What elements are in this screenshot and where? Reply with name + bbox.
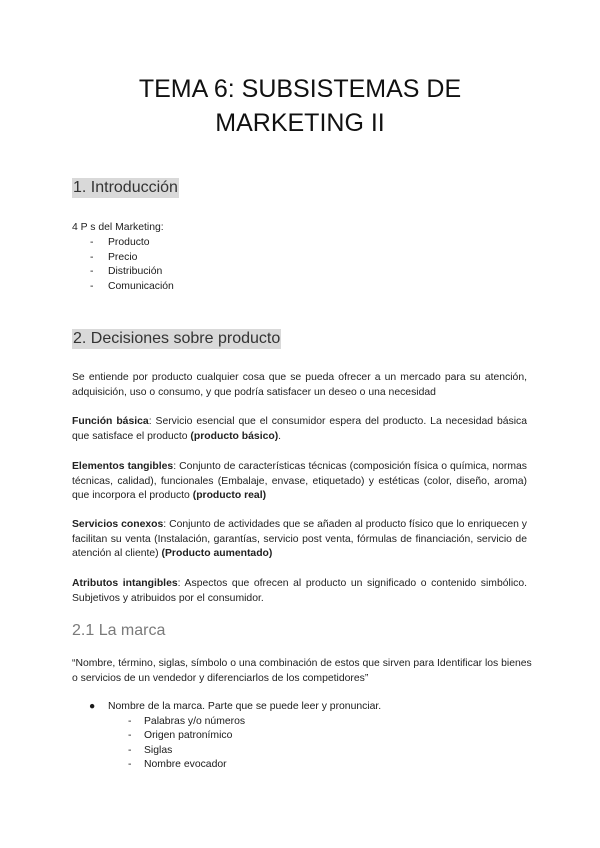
elementos-tangibles-paragraph: Elementos tangibles: Conjunto de características técnicas (composición física o química, normas técnicas, calidad), funcionales (Embalaje, envase, etiquetado) y estéticas (color, diseño, aroma) que incorpora el producto (producto real)	[72, 461, 528, 502]
list-item: - Siglas	[128, 744, 173, 756]
section-1-list	[72, 236, 174, 294]
funcion-basica-paragraph: Función básica: Servicio esencial que el consumidor espera del producto. La necesidad básica que satisface el producto (producto básico).	[72, 416, 527, 442]
marca-quote: “Nombre, término, siglas, símbolo o una combinación de estos que sirven para Identificar los bienes o servicios de un vendedor y diferenciarlos de los competidores”	[72, 658, 532, 684]
atributos-intangibles-term: Atributos intangibles	[72, 578, 178, 589]
section-2-1-heading: 2.1 La marca	[72, 622, 166, 639]
marca-bullet-list	[72, 700, 381, 773]
list-item: - Palabras y/o números	[128, 715, 246, 727]
section-1-heading: 1. Introducción	[73, 179, 178, 196]
list-item: - Producto	[90, 237, 150, 248]
section-2-heading: 2. Decisiones sobre producto	[73, 330, 281, 347]
section-1-intro: 4 P s del Marketing:	[72, 222, 164, 233]
list-item: - Origen patronímico	[128, 730, 233, 742]
title-line-1: TEMA 6: SUBSISTEMAS DE	[138, 75, 462, 103]
bullet-icon: ●	[89, 701, 96, 712]
product-definition: Se entiende por producto cualquier cosa que se pueda ofrecer a un mercado para su atención, adquisición, uso o consumo, y que podría satisfacer un deseo o una necesidad	[72, 372, 527, 398]
atributos-intangibles-paragraph: Atributos intangibles: Aspectos que ofrecen al producto un significado o contenido simbólico. Subjetivos y atribuidos por el consumidor.	[72, 578, 527, 604]
funcion-basica-term: Función básica	[72, 416, 149, 427]
list-item: - Distribución	[90, 266, 163, 278]
marca-sub-list	[108, 715, 381, 773]
list-item: ● Nombre de la marca. Parte que se puede leer y pronunciar. - Palabras y/o números - Origen patronímico - Siglas - Nombre evocador	[72, 700, 381, 773]
list-item: - Nombre evocador	[128, 759, 227, 771]
elementos-tangibles-term: Elementos tangibles	[72, 461, 174, 472]
list-item: - Comunicación	[90, 280, 174, 292]
servicios-conexos-term: Servicios conexos	[72, 519, 164, 530]
document-title	[60, 72, 540, 140]
list-item: - Precio	[90, 251, 138, 263]
title-line-2: MARKETING II	[215, 109, 385, 137]
servicios-conexos-paragraph: Servicios conexos: Conjunto de actividades que se añaden al producto físico que lo enriquecen y facilitan su venta (Instalación, garantías, servicio post venta, fórmulas de financiación, servicio de atención al cliente) (Producto aumentado)	[72, 519, 527, 560]
